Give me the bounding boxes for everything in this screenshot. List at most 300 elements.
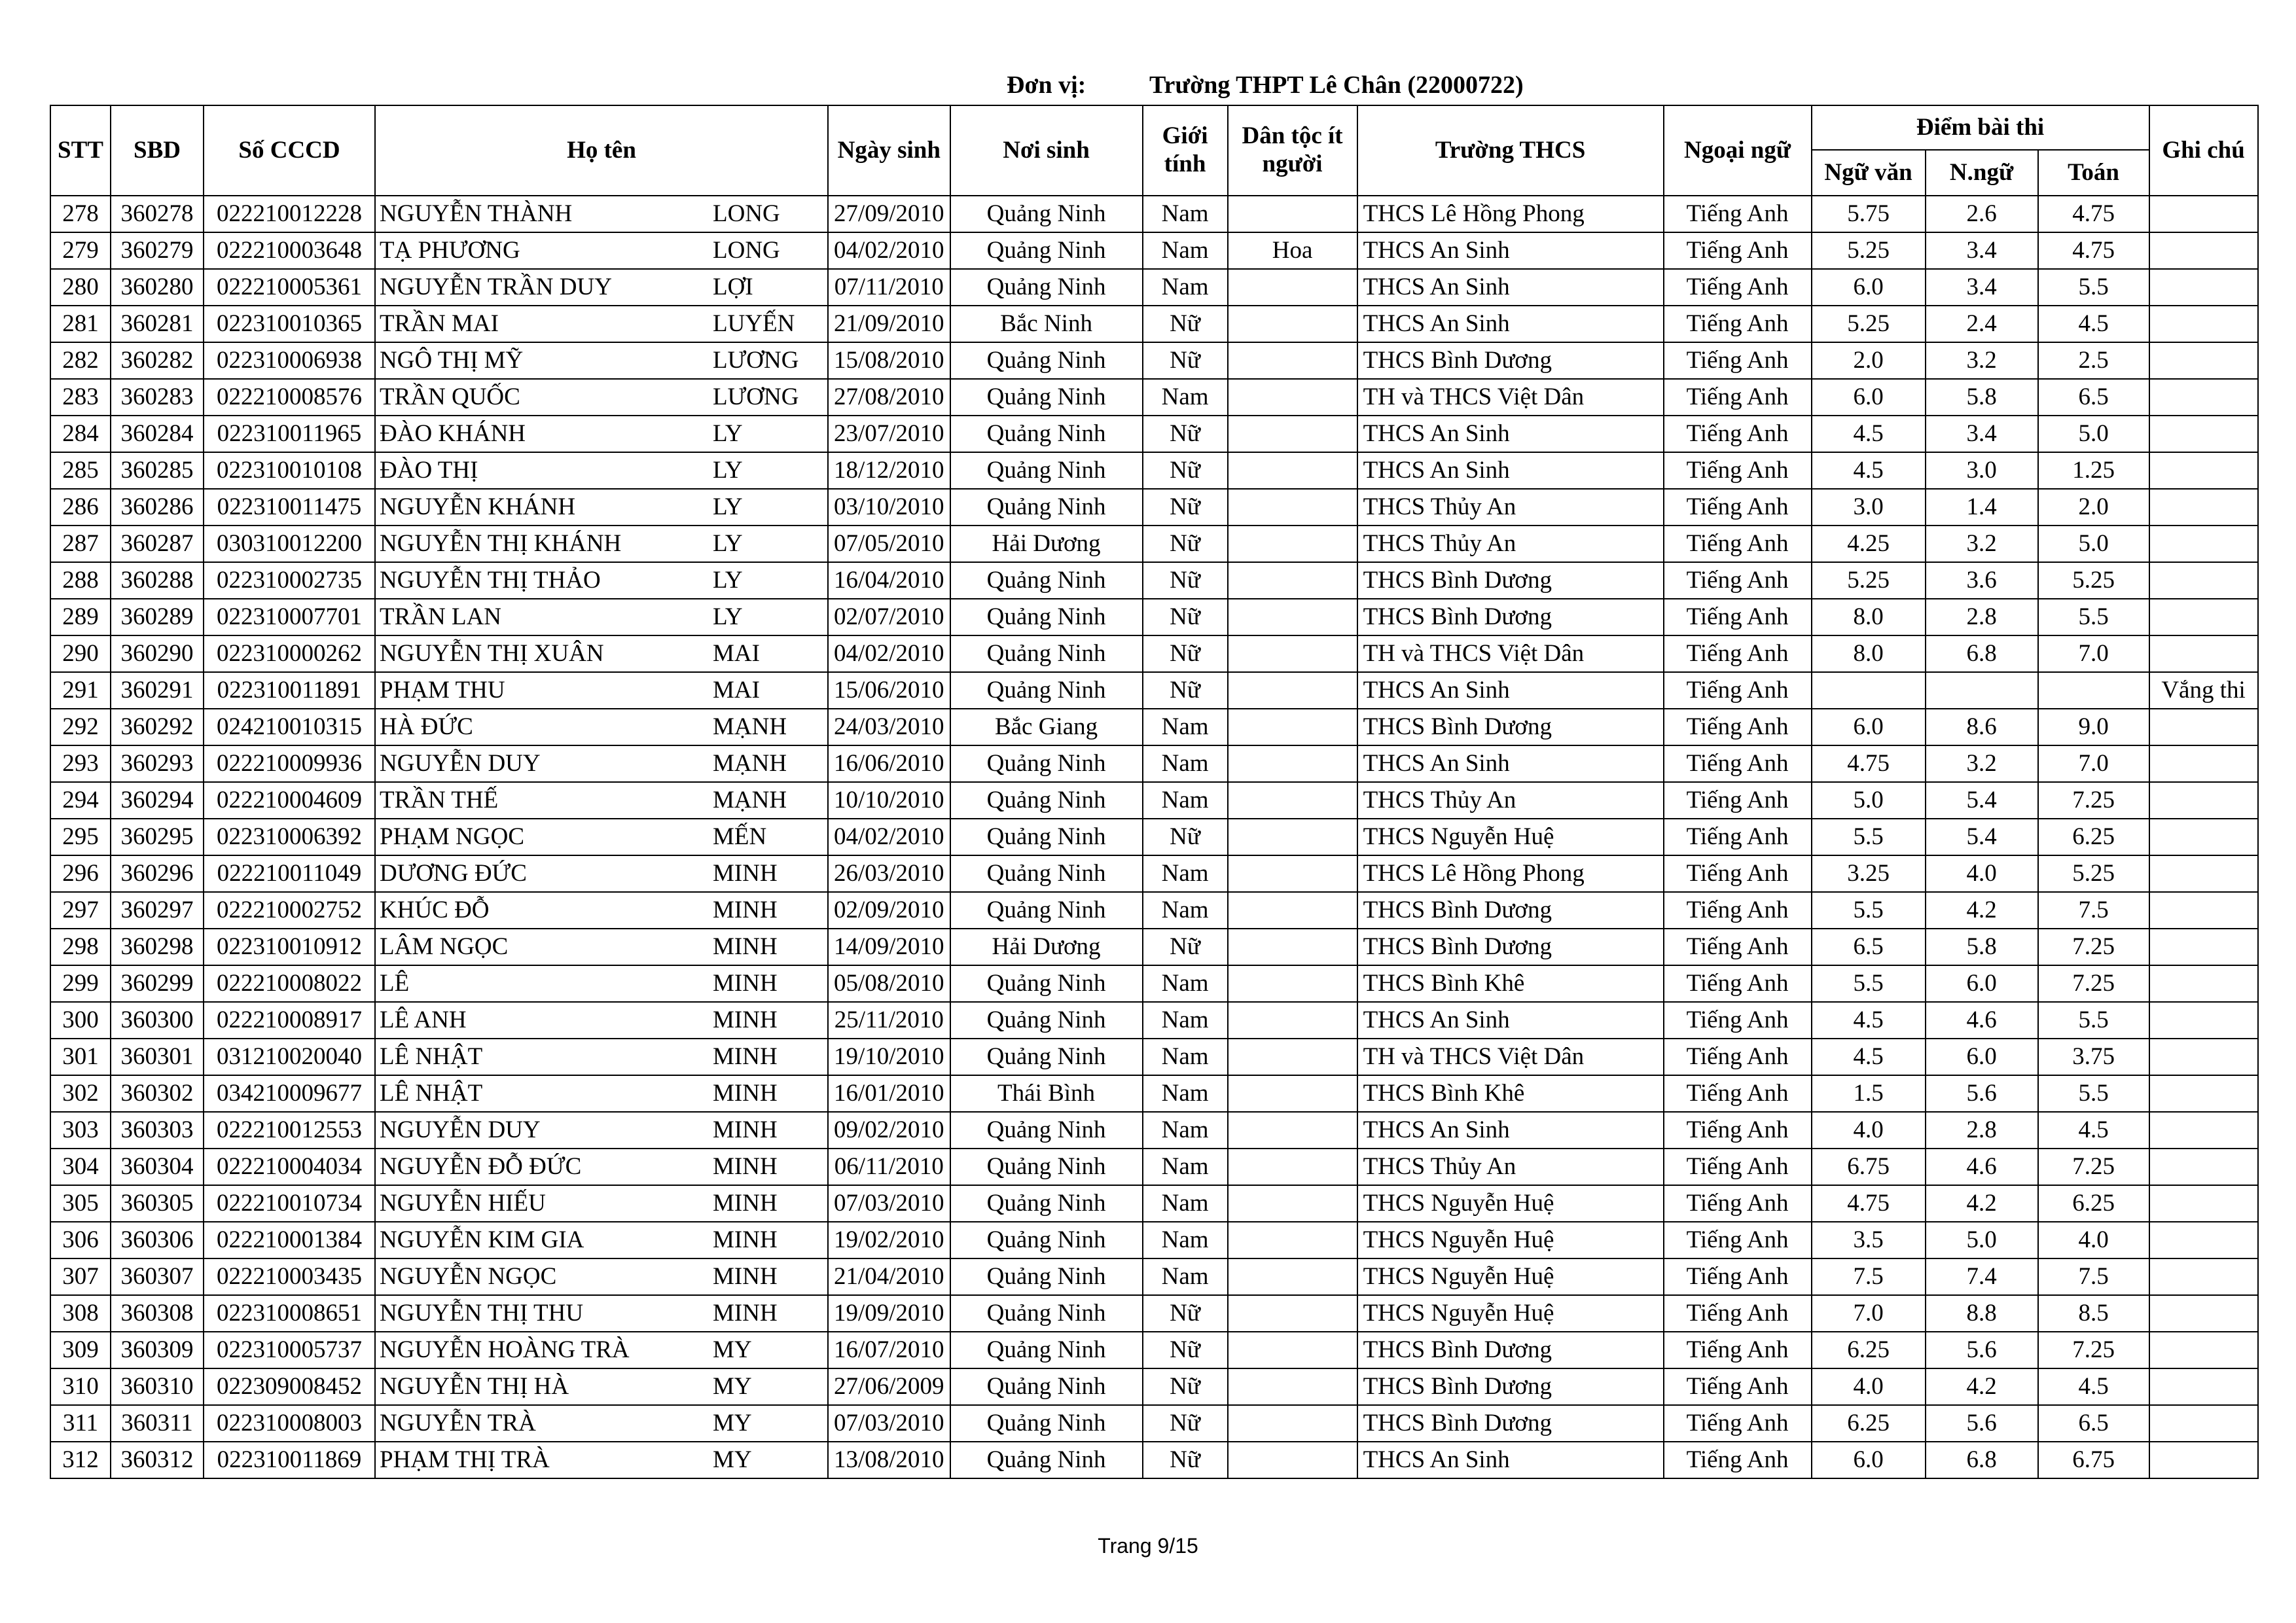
cell-stt: 308 xyxy=(50,1295,111,1332)
cell-surname: NGÔ THỊ MỸ xyxy=(375,342,709,379)
cell-math-score: 7.25 xyxy=(2038,1149,2149,1185)
col-header-dob: Ngày sinh xyxy=(828,105,950,196)
cell-cccd: 022310008651 xyxy=(204,1295,375,1332)
cell-dob: 16/01/2010 xyxy=(828,1075,950,1112)
cell-cccd: 022310008003 xyxy=(204,1405,375,1442)
cell-literature-score: 5.5 xyxy=(1812,819,1926,855)
cell-dob: 13/08/2010 xyxy=(828,1442,950,1478)
cell-school: THCS Bình Dương xyxy=(1357,1405,1664,1442)
cell-school: THCS Bình Dương xyxy=(1357,1332,1664,1368)
cell-literature-score: 6.0 xyxy=(1812,1442,1926,1478)
cell-gender: Nam xyxy=(1143,1002,1228,1039)
cell-stt: 301 xyxy=(50,1039,111,1075)
cell-note xyxy=(2149,635,2258,672)
cell-note xyxy=(2149,1405,2258,1442)
cell-school: THCS Nguyễn Huệ xyxy=(1357,819,1664,855)
cell-dob: 03/10/2010 xyxy=(828,489,950,526)
cell-given-name: LONG xyxy=(709,196,828,232)
cell-ethnic xyxy=(1228,196,1357,232)
cell-sbd: 360300 xyxy=(111,1002,204,1039)
cell-literature-score: 1.5 xyxy=(1812,1075,1926,1112)
table-row xyxy=(50,1222,2258,1258)
cell-foreign-score: 8.6 xyxy=(1926,709,2038,745)
cell-ethnic xyxy=(1228,306,1357,342)
cell-dob: 27/06/2009 xyxy=(828,1368,950,1405)
cell-surname: NGUYỄN TRÀ xyxy=(375,1405,709,1442)
cell-ethnic xyxy=(1228,745,1357,782)
cell-math-score: 7.0 xyxy=(2038,745,2149,782)
table-row xyxy=(50,1185,2258,1222)
cell-foreign-score: 6.8 xyxy=(1926,635,2038,672)
cell-foreign-score: 4.2 xyxy=(1926,1185,2038,1222)
cell-gender: Nữ xyxy=(1143,635,1228,672)
cell-birthplace: Hải Dương xyxy=(950,526,1143,562)
cell-birthplace: Quảng Ninh xyxy=(950,1222,1143,1258)
cell-math-score: 8.5 xyxy=(2038,1295,2149,1332)
cell-gender: Nam xyxy=(1143,1112,1228,1149)
cell-cccd: 022310011891 xyxy=(204,672,375,709)
cell-cccd: 022210003648 xyxy=(204,232,375,269)
cell-school: THCS An Sinh xyxy=(1357,672,1664,709)
col-header-school: Trường THCS xyxy=(1357,105,1664,196)
cell-ethnic xyxy=(1228,782,1357,819)
cell-literature-score: 4.5 xyxy=(1812,1002,1926,1039)
cell-surname: TRẦN LAN xyxy=(375,599,709,635)
cell-given-name: LY xyxy=(709,416,828,452)
cell-foreign-score: 6.0 xyxy=(1926,1039,2038,1075)
cell-dob: 15/08/2010 xyxy=(828,342,950,379)
cell-school: THCS Bình Dương xyxy=(1357,709,1664,745)
cell-math-score: 7.25 xyxy=(2038,1332,2149,1368)
cell-cccd: 030310012200 xyxy=(204,526,375,562)
cell-dob: 27/08/2010 xyxy=(828,379,950,416)
cell-given-name: LƯƠNG xyxy=(709,379,828,416)
table-row xyxy=(50,489,2258,526)
cell-sbd: 360302 xyxy=(111,1075,204,1112)
cell-ethnic xyxy=(1228,1075,1357,1112)
cell-cccd: 022310010912 xyxy=(204,929,375,965)
cell-literature-score: 5.25 xyxy=(1812,232,1926,269)
cell-language: Tiếng Anh xyxy=(1664,1002,1812,1039)
cell-math-score: 4.0 xyxy=(2038,1222,2149,1258)
cell-birthplace: Quảng Ninh xyxy=(950,1039,1143,1075)
cell-stt: 312 xyxy=(50,1442,111,1478)
cell-language: Tiếng Anh xyxy=(1664,489,1812,526)
cell-stt: 281 xyxy=(50,306,111,342)
cell-literature-score: 7.5 xyxy=(1812,1258,1926,1295)
cell-note xyxy=(2149,1002,2258,1039)
cell-surname: LÊ NHẬT xyxy=(375,1075,709,1112)
cell-surname: TRẦN QUỐC xyxy=(375,379,709,416)
cell-dob: 07/05/2010 xyxy=(828,526,950,562)
cell-foreign-score: 7.4 xyxy=(1926,1258,2038,1295)
cell-gender: Nam xyxy=(1143,745,1228,782)
table-row xyxy=(50,892,2258,929)
cell-birthplace: Bắc Ninh xyxy=(950,306,1143,342)
cell-school: THCS An Sinh xyxy=(1357,269,1664,306)
cell-stt: 291 xyxy=(50,672,111,709)
cell-birthplace: Quảng Ninh xyxy=(950,1332,1143,1368)
cell-cccd: 022210004034 xyxy=(204,1149,375,1185)
cell-cccd: 024210010315 xyxy=(204,709,375,745)
cell-cccd: 022310010108 xyxy=(204,452,375,489)
cell-language: Tiếng Anh xyxy=(1664,1222,1812,1258)
cell-birthplace: Quảng Ninh xyxy=(950,452,1143,489)
table-row xyxy=(50,452,2258,489)
cell-cccd: 022310011965 xyxy=(204,416,375,452)
cell-gender: Nam xyxy=(1143,709,1228,745)
cell-given-name: MY xyxy=(709,1442,828,1478)
cell-gender: Nữ xyxy=(1143,1295,1228,1332)
cell-given-name: MY xyxy=(709,1368,828,1405)
cell-birthplace: Quảng Ninh xyxy=(950,489,1143,526)
cell-surname: TẠ PHƯƠNG xyxy=(375,232,709,269)
cell-dob: 21/04/2010 xyxy=(828,1258,950,1295)
cell-stt: 294 xyxy=(50,782,111,819)
unit-name: Trường THPT Lê Chân (22000722) xyxy=(1149,71,1524,99)
cell-given-name: MY xyxy=(709,1405,828,1442)
cell-cccd: 034210009677 xyxy=(204,1075,375,1112)
cell-school: THCS Nguyễn Huệ xyxy=(1357,1295,1664,1332)
cell-note xyxy=(2149,819,2258,855)
cell-literature-score: 8.0 xyxy=(1812,635,1926,672)
cell-foreign-score: 4.6 xyxy=(1926,1149,2038,1185)
cell-math-score: 5.0 xyxy=(2038,526,2149,562)
cell-literature-score: 6.25 xyxy=(1812,1405,1926,1442)
cell-gender: Nam xyxy=(1143,1149,1228,1185)
cell-cccd: 022210010734 xyxy=(204,1185,375,1222)
cell-birthplace: Quảng Ninh xyxy=(950,892,1143,929)
cell-stt: 298 xyxy=(50,929,111,965)
cell-surname: NGUYỄN THỊ HÀ xyxy=(375,1368,709,1405)
cell-math-score: 7.25 xyxy=(2038,965,2149,1002)
cell-literature-score: 6.0 xyxy=(1812,709,1926,745)
cell-gender: Nam xyxy=(1143,196,1228,232)
cell-cccd: 022210008576 xyxy=(204,379,375,416)
cell-math-score: 5.5 xyxy=(2038,1002,2149,1039)
cell-sbd: 360278 xyxy=(111,196,204,232)
results-table xyxy=(50,105,2259,1479)
cell-foreign-score: 2.4 xyxy=(1926,306,2038,342)
cell-given-name: MINH xyxy=(709,1039,828,1075)
cell-ethnic xyxy=(1228,1185,1357,1222)
cell-stt: 309 xyxy=(50,1332,111,1368)
cell-given-name: MINH xyxy=(709,965,828,1002)
cell-language: Tiếng Anh xyxy=(1664,342,1812,379)
table-row xyxy=(50,819,2258,855)
unit-header xyxy=(0,71,2296,107)
cell-ethnic xyxy=(1228,452,1357,489)
cell-cccd: 022210012228 xyxy=(204,196,375,232)
cell-literature-score: 4.75 xyxy=(1812,1185,1926,1222)
table-row xyxy=(50,1295,2258,1332)
col-header-scores: Điểm bài thi xyxy=(1812,105,2149,150)
cell-language: Tiếng Anh xyxy=(1664,196,1812,232)
cell-dob: 15/06/2010 xyxy=(828,672,950,709)
cell-sbd: 360303 xyxy=(111,1112,204,1149)
cell-surname: ĐÀO KHÁNH xyxy=(375,416,709,452)
cell-math-score: 2.5 xyxy=(2038,342,2149,379)
cell-dob: 23/07/2010 xyxy=(828,416,950,452)
cell-foreign-score: 3.4 xyxy=(1926,232,2038,269)
cell-school: THCS Thủy An xyxy=(1357,526,1664,562)
cell-sbd: 360292 xyxy=(111,709,204,745)
cell-birthplace: Quảng Ninh xyxy=(950,232,1143,269)
cell-ethnic xyxy=(1228,1295,1357,1332)
cell-stt: 288 xyxy=(50,562,111,599)
cell-math-score: 2.0 xyxy=(2038,489,2149,526)
cell-foreign-score: 5.6 xyxy=(1926,1332,2038,1368)
cell-ethnic xyxy=(1228,526,1357,562)
cell-given-name: MINH xyxy=(709,1002,828,1039)
cell-sbd: 360308 xyxy=(111,1295,204,1332)
cell-foreign-score: 5.4 xyxy=(1926,819,2038,855)
cell-given-name: MINH xyxy=(709,1258,828,1295)
cell-foreign-score: 4.6 xyxy=(1926,1002,2038,1039)
cell-sbd: 360281 xyxy=(111,306,204,342)
cell-language: Tiếng Anh xyxy=(1664,635,1812,672)
cell-school: THCS Bình Dương xyxy=(1357,1368,1664,1405)
cell-sbd: 360285 xyxy=(111,452,204,489)
cell-gender: Nam xyxy=(1143,269,1228,306)
cell-gender: Nữ xyxy=(1143,1368,1228,1405)
cell-note: Vắng thi xyxy=(2149,672,2258,709)
cell-stt: 290 xyxy=(50,635,111,672)
cell-ethnic xyxy=(1228,1442,1357,1478)
cell-note xyxy=(2149,526,2258,562)
cell-literature-score: 5.0 xyxy=(1812,782,1926,819)
cell-literature-score: 5.25 xyxy=(1812,306,1926,342)
cell-school: THCS Thủy An xyxy=(1357,782,1664,819)
cell-note xyxy=(2149,855,2258,892)
col-header-cccd: Số CCCD xyxy=(204,105,375,196)
cell-sbd: 360307 xyxy=(111,1258,204,1295)
cell-sbd: 360294 xyxy=(111,782,204,819)
cell-literature-score: 4.25 xyxy=(1812,526,1926,562)
cell-stt: 306 xyxy=(50,1222,111,1258)
cell-school: TH và THCS Việt Dân xyxy=(1357,635,1664,672)
cell-birthplace: Quảng Ninh xyxy=(950,672,1143,709)
cell-gender: Nữ xyxy=(1143,1405,1228,1442)
cell-foreign-score: 8.8 xyxy=(1926,1295,2038,1332)
cell-ethnic xyxy=(1228,929,1357,965)
col-header-math: Toán xyxy=(2038,150,2149,196)
cell-dob: 19/02/2010 xyxy=(828,1222,950,1258)
cell-ethnic xyxy=(1228,709,1357,745)
page-number: Trang 9/15 xyxy=(1098,1534,1198,1558)
cell-stt: 283 xyxy=(50,379,111,416)
cell-surname: DƯƠNG ĐỨC xyxy=(375,855,709,892)
cell-given-name: MINH xyxy=(709,1112,828,1149)
cell-surname: NGUYỄN KHÁNH xyxy=(375,489,709,526)
cell-ethnic xyxy=(1228,1332,1357,1368)
cell-cccd: 022310011475 xyxy=(204,489,375,526)
cell-foreign-score: 3.6 xyxy=(1926,562,2038,599)
cell-foreign-score: 4.0 xyxy=(1926,855,2038,892)
cell-language: Tiếng Anh xyxy=(1664,1149,1812,1185)
cell-math-score: 4.75 xyxy=(2038,232,2149,269)
cell-school: TH và THCS Việt Dân xyxy=(1357,1039,1664,1075)
cell-cccd: 022310002735 xyxy=(204,562,375,599)
cell-note xyxy=(2149,379,2258,416)
cell-math-score: 5.25 xyxy=(2038,562,2149,599)
cell-foreign-score: 5.0 xyxy=(1926,1222,2038,1258)
cell-school: THCS An Sinh xyxy=(1357,1442,1664,1478)
cell-language: Tiếng Anh xyxy=(1664,1112,1812,1149)
cell-dob: 09/02/2010 xyxy=(828,1112,950,1149)
cell-stt: 289 xyxy=(50,599,111,635)
cell-gender: Nữ xyxy=(1143,1442,1228,1478)
cell-language: Tiếng Anh xyxy=(1664,965,1812,1002)
cell-surname: NGUYỄN KIM GIA xyxy=(375,1222,709,1258)
cell-dob: 16/06/2010 xyxy=(828,745,950,782)
cell-language: Tiếng Anh xyxy=(1664,452,1812,489)
table-row xyxy=(50,379,2258,416)
cell-dob: 07/03/2010 xyxy=(828,1185,950,1222)
cell-language: Tiếng Anh xyxy=(1664,745,1812,782)
cell-birthplace: Quảng Ninh xyxy=(950,1295,1143,1332)
cell-math-score: 9.0 xyxy=(2038,709,2149,745)
cell-note xyxy=(2149,1258,2258,1295)
cell-dob: 05/08/2010 xyxy=(828,965,950,1002)
cell-stt: 286 xyxy=(50,489,111,526)
table-row xyxy=(50,196,2258,232)
cell-gender: Nữ xyxy=(1143,526,1228,562)
cell-school: THCS An Sinh xyxy=(1357,1112,1664,1149)
cell-sbd: 360311 xyxy=(111,1405,204,1442)
cell-gender: Nữ xyxy=(1143,452,1228,489)
cell-language: Tiếng Anh xyxy=(1664,855,1812,892)
cell-given-name: LONG xyxy=(709,232,828,269)
cell-birthplace: Quảng Ninh xyxy=(950,1002,1143,1039)
cell-language: Tiếng Anh xyxy=(1664,1185,1812,1222)
table-row xyxy=(50,599,2258,635)
cell-given-name: MINH xyxy=(709,1222,828,1258)
cell-surname: PHẠM NGỌC xyxy=(375,819,709,855)
cell-dob: 24/03/2010 xyxy=(828,709,950,745)
cell-literature-score: 4.0 xyxy=(1812,1368,1926,1405)
cell-math-score: 5.5 xyxy=(2038,1075,2149,1112)
cell-note xyxy=(2149,1039,2258,1075)
cell-school: THCS An Sinh xyxy=(1357,416,1664,452)
cell-ethnic xyxy=(1228,635,1357,672)
cell-dob: 10/10/2010 xyxy=(828,782,950,819)
cell-given-name: MẠNH xyxy=(709,709,828,745)
cell-cccd: 022310006938 xyxy=(204,342,375,379)
cell-birthplace: Quảng Ninh xyxy=(950,819,1143,855)
cell-foreign-score: 3.2 xyxy=(1926,526,2038,562)
cell-foreign-score: 1.4 xyxy=(1926,489,2038,526)
table-row xyxy=(50,1258,2258,1295)
cell-literature-score: 5.75 xyxy=(1812,196,1926,232)
cell-language: Tiếng Anh xyxy=(1664,709,1812,745)
table-row xyxy=(50,232,2258,269)
cell-language: Tiếng Anh xyxy=(1664,526,1812,562)
cell-surname: PHẠM THU xyxy=(375,672,709,709)
cell-school: THCS Bình Dương xyxy=(1357,892,1664,929)
cell-language: Tiếng Anh xyxy=(1664,269,1812,306)
cell-foreign-score: 3.2 xyxy=(1926,745,2038,782)
cell-given-name: LƯƠNG xyxy=(709,342,828,379)
cell-given-name: MINH xyxy=(709,929,828,965)
cell-dob: 16/07/2010 xyxy=(828,1332,950,1368)
cell-school: TH và THCS Việt Dân xyxy=(1357,379,1664,416)
table-row xyxy=(50,965,2258,1002)
cell-ethnic xyxy=(1228,1222,1357,1258)
cell-gender: Nam xyxy=(1143,855,1228,892)
cell-stt: 282 xyxy=(50,342,111,379)
cell-ethnic xyxy=(1228,562,1357,599)
cell-gender: Nữ xyxy=(1143,562,1228,599)
table-row xyxy=(50,855,2258,892)
cell-cccd: 022210011049 xyxy=(204,855,375,892)
table-row xyxy=(50,1442,2258,1478)
col-header-name: Họ tên xyxy=(375,105,828,196)
cell-school: THCS Lê Hồng Phong xyxy=(1357,855,1664,892)
cell-birthplace: Quảng Ninh xyxy=(950,379,1143,416)
cell-surname: LÊ NHẬT xyxy=(375,1039,709,1075)
cell-stt: 297 xyxy=(50,892,111,929)
cell-surname: LÊ xyxy=(375,965,709,1002)
cell-ethnic xyxy=(1228,672,1357,709)
cell-language: Tiếng Anh xyxy=(1664,672,1812,709)
cell-dob: 06/11/2010 xyxy=(828,1149,950,1185)
cell-sbd: 360298 xyxy=(111,929,204,965)
cell-surname: NGUYỄN THỊ KHÁNH xyxy=(375,526,709,562)
cell-literature-score: 4.5 xyxy=(1812,1039,1926,1075)
cell-ethnic xyxy=(1228,1039,1357,1075)
cell-stt: 299 xyxy=(50,965,111,1002)
cell-stt: 293 xyxy=(50,745,111,782)
cell-surname: NGUYỄN DUY xyxy=(375,745,709,782)
cell-ethnic xyxy=(1228,855,1357,892)
cell-dob: 02/09/2010 xyxy=(828,892,950,929)
cell-birthplace: Quảng Ninh xyxy=(950,1112,1143,1149)
cell-school: THCS An Sinh xyxy=(1357,745,1664,782)
cell-note xyxy=(2149,342,2258,379)
cell-birthplace: Quảng Ninh xyxy=(950,416,1143,452)
cell-gender: Nam xyxy=(1143,1039,1228,1075)
cell-school: THCS Nguyễn Huệ xyxy=(1357,1185,1664,1222)
cell-foreign-score: 3.2 xyxy=(1926,342,2038,379)
cell-literature-score: 5.5 xyxy=(1812,892,1926,929)
cell-birthplace: Quảng Ninh xyxy=(950,269,1143,306)
cell-language: Tiếng Anh xyxy=(1664,1368,1812,1405)
cell-surname: NGUYỄN DUY xyxy=(375,1112,709,1149)
cell-sbd: 360286 xyxy=(111,489,204,526)
table-row xyxy=(50,782,2258,819)
cell-note xyxy=(2149,1149,2258,1185)
cell-foreign-score xyxy=(1926,672,2038,709)
cell-school: THCS Bình Dương xyxy=(1357,342,1664,379)
cell-cccd: 022210002752 xyxy=(204,892,375,929)
cell-math-score: 7.25 xyxy=(2038,782,2149,819)
cell-sbd: 360279 xyxy=(111,232,204,269)
cell-math-score: 1.25 xyxy=(2038,452,2149,489)
cell-sbd: 360282 xyxy=(111,342,204,379)
cell-language: Tiếng Anh xyxy=(1664,306,1812,342)
cell-gender: Nam xyxy=(1143,232,1228,269)
cell-sbd: 360289 xyxy=(111,599,204,635)
cell-ethnic xyxy=(1228,1405,1357,1442)
cell-given-name: LY xyxy=(709,599,828,635)
cell-birthplace: Quảng Ninh xyxy=(950,342,1143,379)
cell-surname: PHẠM THỊ TRÀ xyxy=(375,1442,709,1478)
cell-literature-score: 5.5 xyxy=(1812,965,1926,1002)
cell-literature-score: 3.5 xyxy=(1812,1222,1926,1258)
cell-literature-score: 6.0 xyxy=(1812,379,1926,416)
cell-given-name: MAI xyxy=(709,635,828,672)
